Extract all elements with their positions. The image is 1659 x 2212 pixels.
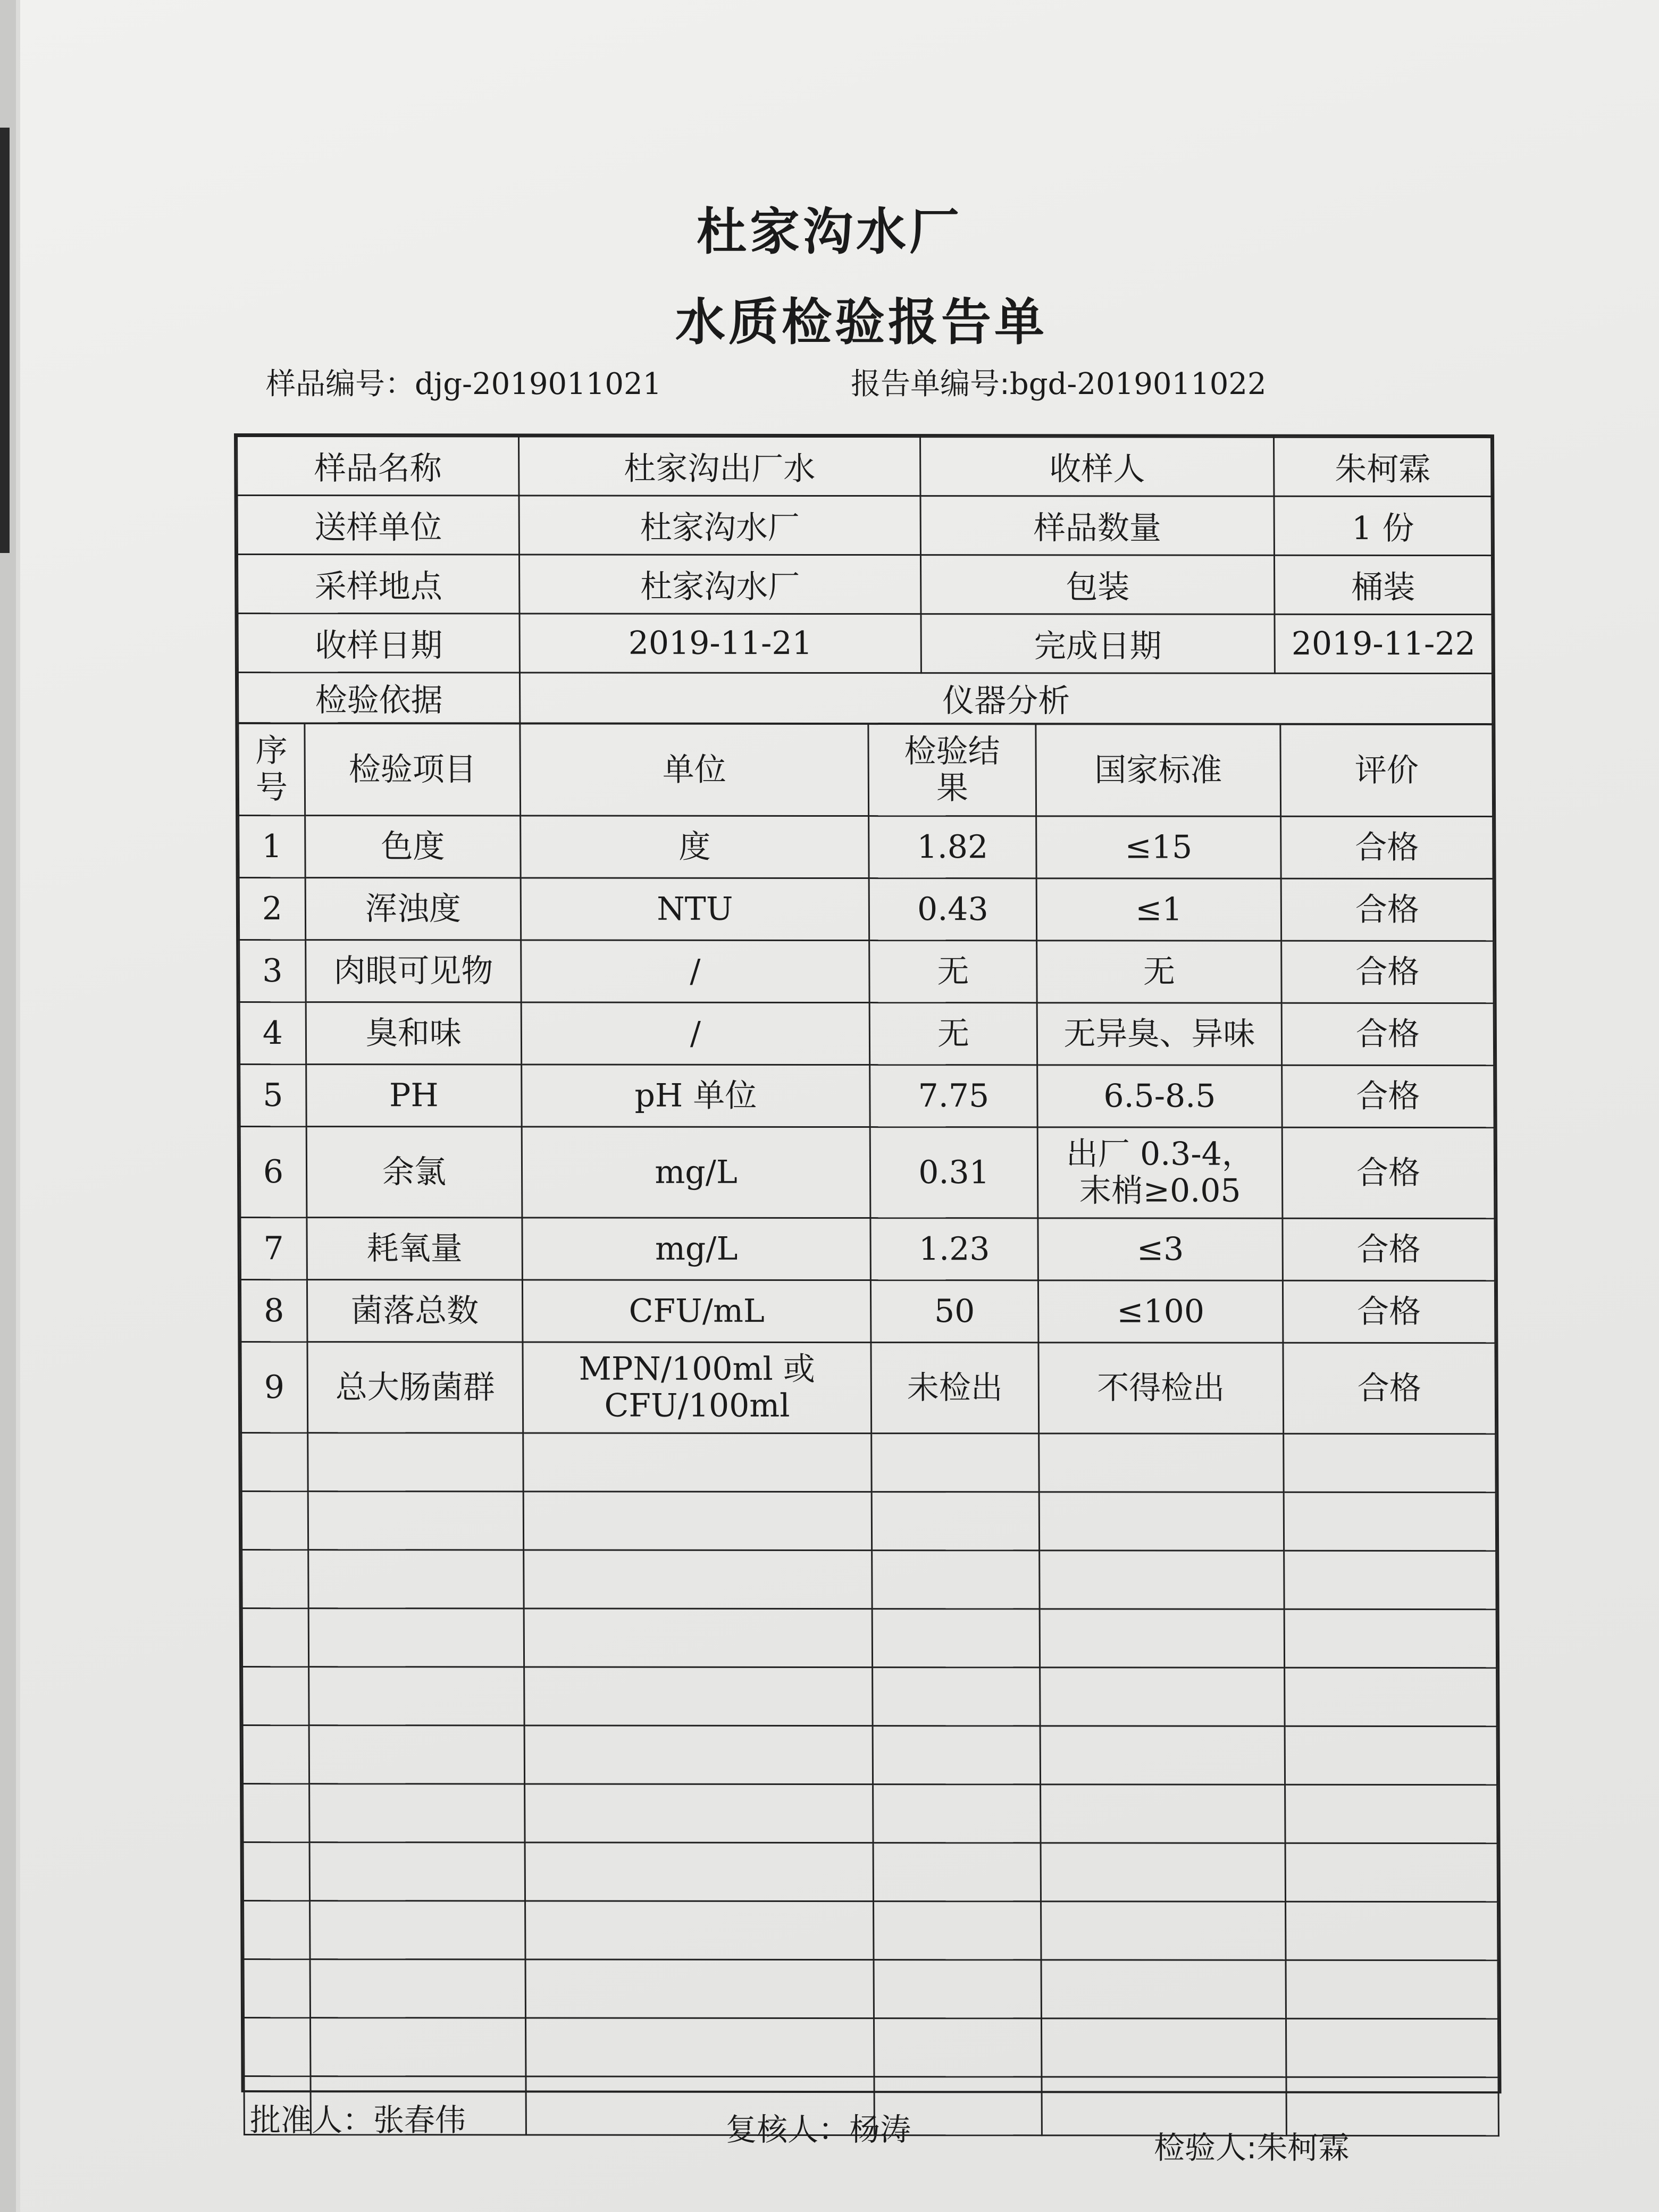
empty-row (242, 1608, 1496, 1668)
report-table (234, 433, 1502, 2093)
report-number-label: 报告单编号: (851, 367, 1010, 401)
report-title: 水质检验报告单 (675, 294, 1048, 351)
cell-unit: / (521, 1002, 870, 1065)
cell-standard: ≤1 (1036, 878, 1281, 941)
plant-title: 杜家沟水厂 (696, 203, 962, 261)
table-row (239, 940, 1494, 1003)
table-row (240, 1218, 1495, 1281)
cell-result: 无 (869, 1003, 1037, 1065)
col-header-unit: 单位 (520, 724, 869, 816)
empty-row (244, 2018, 1498, 2077)
table-row (241, 1342, 1496, 1434)
cell-standard: 出厂 0.3-4，末梢≥0.05 (1037, 1127, 1283, 1218)
cell-unit: MPN/100ml 或 CFU/100ml (523, 1342, 872, 1434)
cell-evaluation: 合格 (1282, 1127, 1495, 1218)
cell-unit: mg/L (522, 1127, 870, 1218)
cell-unit: CFU/mL (522, 1280, 871, 1343)
cell-unit: 度 (521, 816, 869, 878)
cell-seq: 2 (239, 878, 306, 940)
table-row (239, 816, 1493, 879)
reviewer-signature: 复核人：杨涛 (726, 2112, 911, 2148)
info-label: 送样单位 (237, 496, 519, 555)
info-value: 朱柯霖 (1274, 437, 1492, 496)
cell-result: 未检出 (871, 1343, 1039, 1434)
info-label: 完成日期 (921, 614, 1275, 674)
items-header-row (238, 724, 1493, 817)
cell-result: 0.31 (870, 1127, 1038, 1218)
sample-number (266, 361, 661, 403)
info-value: 杜家沟水厂 (519, 555, 920, 614)
info-row (237, 496, 1492, 556)
cell-result: 7.75 (870, 1065, 1038, 1127)
cell-item: PH (306, 1065, 522, 1127)
cell-evaluation: 合格 (1281, 878, 1494, 941)
empty-row (243, 1842, 1497, 1902)
cell-seq: 9 (241, 1342, 308, 1433)
cell-unit: mg/L (522, 1218, 871, 1280)
test-items-table (237, 723, 1499, 2136)
cell-item: 余氯 (306, 1127, 522, 1218)
cell-evaluation: 合格 (1283, 1343, 1496, 1434)
inspector-signature: 检验人:朱柯霖 (1154, 2130, 1350, 2166)
empty-row (241, 1492, 1496, 1551)
info-label: 样品数量 (920, 496, 1274, 556)
info-value: 2019-11-22 (1275, 614, 1492, 673)
cell-seq: 6 (240, 1127, 307, 1218)
cell-result: 1.23 (870, 1218, 1038, 1280)
cell-standard: ≤3 (1038, 1218, 1283, 1280)
info-row (237, 437, 1492, 497)
info-row (238, 614, 1492, 674)
info-label: 收样人 (920, 437, 1274, 497)
report-number (851, 361, 1267, 403)
cell-result: 50 (870, 1280, 1038, 1343)
cell-result: 1.82 (869, 816, 1037, 878)
cell-result: 0.43 (869, 878, 1037, 941)
cell-evaluation: 合格 (1283, 1280, 1495, 1343)
cell-item: 耗氧量 (307, 1218, 523, 1280)
cell-seq: 4 (239, 1002, 306, 1065)
cell-evaluation: 合格 (1281, 816, 1494, 878)
table-row (240, 1065, 1494, 1128)
empty-row (243, 1784, 1497, 1844)
empty-row (242, 1667, 1497, 1727)
cell-evaluation: 合格 (1282, 1065, 1495, 1127)
cell-standard: ≤15 (1036, 816, 1281, 878)
empty-row (241, 1433, 1496, 1493)
table-row (239, 878, 1493, 941)
col-header-result: 检验结果 (868, 724, 1036, 816)
cell-standard: 不得检出 (1038, 1343, 1284, 1434)
cell-evaluation: 合格 (1281, 1003, 1494, 1065)
info-value: 仪器分析 (520, 673, 1492, 724)
info-value: 1 份 (1274, 496, 1492, 555)
info-label: 包装 (920, 555, 1274, 615)
cell-item: 肉眼可见物 (306, 940, 522, 1002)
cell-item: 臭和味 (306, 1002, 522, 1065)
cell-seq: 8 (240, 1280, 307, 1342)
col-header-standard: 国家标准 (1036, 724, 1281, 816)
col-header-seq: 序号 (238, 724, 305, 816)
cell-seq: 1 (239, 816, 306, 878)
cell-item: 浑浊度 (305, 878, 521, 940)
col-header-evaluation: 评价 (1280, 724, 1493, 816)
sample-info-table (236, 435, 1493, 725)
info-label: 检验依据 (238, 673, 520, 723)
cell-evaluation: 合格 (1281, 941, 1494, 1003)
info-label: 采样地点 (237, 555, 519, 614)
info-value: 桶装 (1274, 555, 1492, 614)
approver-signature: 批准人：张春伟 (250, 2102, 466, 2138)
cell-seq: 3 (239, 940, 306, 1002)
cell-item: 总大肠菌群 (307, 1342, 523, 1433)
info-label: 样品名称 (237, 437, 519, 496)
empty-row (242, 1550, 1496, 1610)
report-number-value: bgd-2019011022 (1009, 367, 1267, 401)
cell-standard: ≤100 (1038, 1280, 1283, 1343)
info-value: 2019-11-21 (520, 614, 921, 673)
empty-row (244, 1901, 1498, 1960)
cell-item: 色度 (305, 816, 521, 878)
table-row (240, 1280, 1495, 1343)
cell-evaluation: 合格 (1283, 1218, 1495, 1280)
cell-seq: 5 (240, 1065, 307, 1127)
cell-standard: 无异臭、异味 (1037, 1003, 1282, 1065)
empty-row (242, 1725, 1497, 1785)
cell-seq: 7 (240, 1218, 307, 1280)
col-header-item: 检验项目 (305, 724, 521, 816)
cell-result: 无 (869, 941, 1037, 1003)
info-label: 收样日期 (238, 614, 520, 673)
cell-standard: 6.5-8.5 (1037, 1065, 1283, 1127)
cell-item: 菌落总数 (307, 1280, 523, 1342)
table-row (239, 1002, 1494, 1066)
sample-number-label: 样品编号： (266, 367, 415, 401)
info-value: 杜家沟水厂 (519, 496, 920, 555)
cell-standard: 无 (1037, 941, 1282, 1003)
cell-unit: pH 单位 (522, 1065, 870, 1127)
info-row (238, 673, 1492, 724)
table-row (240, 1127, 1495, 1219)
cell-unit: NTU (521, 878, 869, 941)
cell-unit: / (521, 940, 870, 1003)
sample-number-value: djg-2019011021 (415, 367, 662, 401)
info-value: 杜家沟出厂水 (519, 437, 920, 496)
info-row (237, 555, 1492, 615)
empty-row (244, 1959, 1498, 2019)
